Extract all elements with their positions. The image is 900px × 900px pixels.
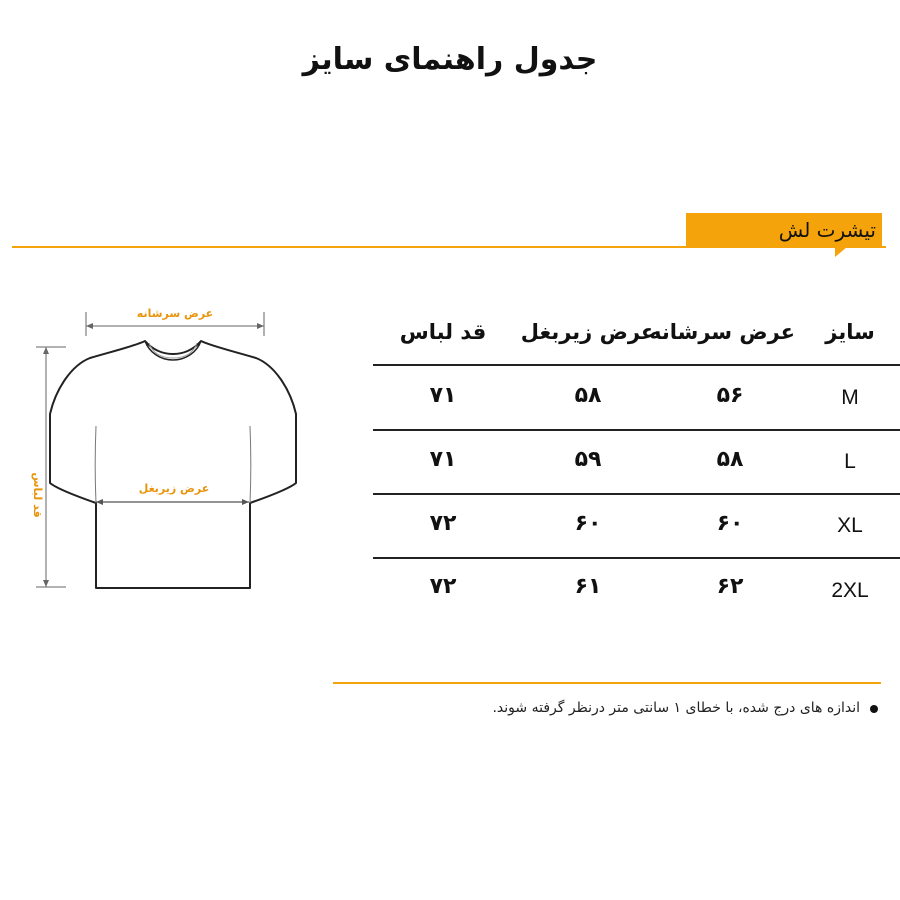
cell-chest: ۵۸: [574, 383, 602, 408]
section-label: تیشرت لش: [778, 218, 876, 242]
cell-size: L: [844, 450, 856, 473]
tshirt-diagram: [0, 290, 300, 610]
cell-length: ۷۲: [429, 574, 457, 599]
table-rule: [373, 493, 900, 495]
header-shoulder: عرض سرشانه: [649, 320, 795, 344]
header-chest: عرض زیربغل: [520, 320, 656, 344]
table-rule: [373, 429, 900, 431]
cell-length: ۷۱: [429, 447, 457, 472]
shoulder-label: عرض سرشانه: [136, 307, 214, 320]
chest-label: عرض زیربغل: [138, 482, 210, 495]
header-size: سایز: [825, 320, 875, 344]
table-rule: [373, 364, 900, 366]
cell-shoulder: ۵۸: [716, 447, 744, 472]
cell-length: ۷۱: [429, 383, 457, 408]
footer-divider: [333, 682, 881, 684]
tshirt-outline: [50, 341, 296, 588]
cell-size: M: [841, 386, 859, 409]
page-title: جدول راهنمای سایز: [302, 42, 598, 77]
cell-chest: ۶۰: [574, 511, 602, 536]
cell-chest: ۶۱: [574, 574, 602, 599]
table-rule: [373, 557, 900, 559]
cell-shoulder: ۶۰: [716, 511, 744, 536]
cell-length: ۷۲: [429, 511, 457, 536]
section-tab-pointer: [835, 247, 847, 257]
tolerance-note: اندازه های درج شده، با خطای ۱ سانتی متر درنظر گرفته شوند.: [492, 700, 860, 716]
header-length: قد لباس: [399, 320, 487, 344]
cell-chest: ۵۹: [574, 447, 602, 472]
cell-shoulder: ۵۶: [716, 383, 744, 408]
length-label: قد لباس: [31, 472, 44, 518]
cell-size: 2XL: [831, 579, 869, 602]
bullet-dot: [870, 705, 878, 713]
cell-size: XL: [837, 514, 863, 537]
cell-shoulder: ۶۲: [716, 574, 744, 599]
